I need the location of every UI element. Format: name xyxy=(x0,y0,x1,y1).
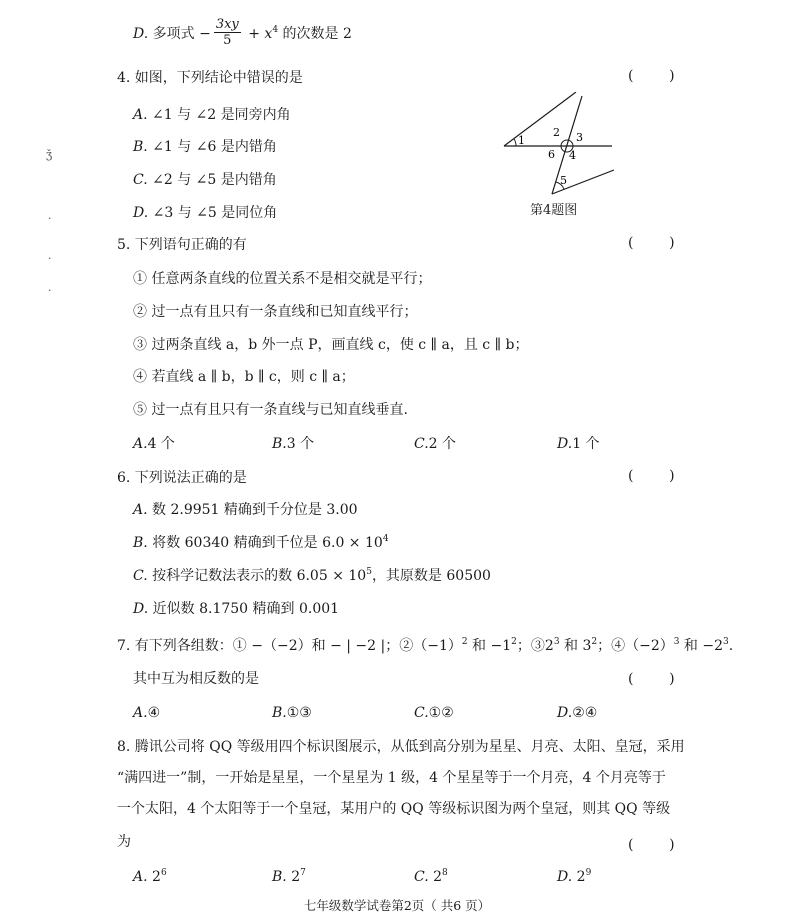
option-label: D. xyxy=(557,869,573,885)
line-transversal xyxy=(552,96,582,194)
option-label: B. xyxy=(272,705,287,721)
option-text: 3 个 xyxy=(286,436,315,452)
q4-option-b xyxy=(133,137,277,157)
angle-label-4: 4 xyxy=(569,149,576,162)
exponent: 2 xyxy=(591,637,598,647)
fraction-numerator: 3xy xyxy=(215,16,239,32)
option-label: C. xyxy=(414,436,429,452)
q5-stem: 5. 下列语句正确的有 xyxy=(117,237,247,253)
q4-option-d xyxy=(133,203,277,223)
stem-part: 和 −1 xyxy=(467,638,512,654)
q5-answer-paren: ( ) xyxy=(628,235,675,251)
option-label: B. xyxy=(272,436,287,452)
option-label: C. xyxy=(414,869,429,885)
option-label: C. xyxy=(133,172,148,188)
option-text: ①③ xyxy=(286,705,312,721)
q3-option-d xyxy=(133,16,352,52)
q6-stem: 6. 下列说法正确的是 xyxy=(117,470,247,486)
option-base: 2 xyxy=(152,869,161,885)
x-exponent: 4 xyxy=(272,25,279,35)
angle-label-2: 2 xyxy=(553,126,560,139)
option-text: ①② xyxy=(428,705,454,721)
stem-part: . xyxy=(728,638,734,654)
stem-part: ；④（−2） xyxy=(597,638,674,654)
option-label: D. xyxy=(133,205,149,221)
q8-line-4: 为 xyxy=(117,834,131,850)
q7-option-d xyxy=(557,703,597,723)
page-footer: 七年级数学试卷第2页（ 共6 页） xyxy=(303,898,491,913)
angle-label-3: 3 xyxy=(576,131,583,144)
option-base: 2 xyxy=(291,869,301,885)
q5-option-d xyxy=(557,434,600,454)
stem-part: 和 −2 xyxy=(679,638,724,654)
angle-label-6: 6 xyxy=(548,148,555,161)
q7-stem-line2: 其中互为相反数的是 xyxy=(133,671,259,687)
option-label: D. xyxy=(133,26,149,42)
option-text: ④ xyxy=(147,705,161,721)
q4-figure xyxy=(500,92,620,202)
stem-part: 7. 有下列各组数：① −（−2）和 − | −2 |；②（−1） xyxy=(117,638,462,654)
q5-statement-5: ⑤ 过一点有且只有一条直线与已知直线垂直. xyxy=(133,402,408,418)
option-base: 2 xyxy=(576,869,586,885)
option-text: 近似数 8.1750 精确到 0.001 xyxy=(152,601,340,617)
option-label: B. xyxy=(133,535,148,551)
option-text-after: ，其原数是 60500 xyxy=(371,568,491,584)
option-text: ∠3 与 ∠5 是同位角 xyxy=(152,205,278,221)
q6-option-c xyxy=(133,566,491,586)
exponent: 3 xyxy=(553,637,560,647)
option-label: D. xyxy=(557,436,573,452)
exponent: 4 xyxy=(382,534,389,544)
q5-option-c xyxy=(414,434,456,454)
q7-option-c xyxy=(414,703,454,723)
option-text: 按科学记数法表示的数 6.05 × 10 xyxy=(152,568,367,584)
option-text: 数 2.9951 精确到千分位是 3.00 xyxy=(152,502,358,518)
exponent: 7 xyxy=(300,868,306,878)
minus-sign: − xyxy=(199,26,211,42)
angle-arc-1 xyxy=(514,139,516,146)
q7-option-b xyxy=(272,703,312,723)
q7-stem xyxy=(117,636,733,656)
stem-part: ；③2 xyxy=(516,638,554,654)
q4-option-c xyxy=(133,170,277,190)
q4-stem: 4. 如图，下列结论中错误的是 xyxy=(117,70,303,86)
option-text: 将数 60340 精确到千位是 6.0 × 10 xyxy=(152,535,383,551)
exponent: 3 xyxy=(673,637,680,647)
q6-option-b xyxy=(133,533,389,553)
option-text: ∠2 与 ∠5 是内错角 xyxy=(152,172,277,188)
option-label: D. xyxy=(133,601,149,617)
q5-statement-1: ① 任意两条直线的位置关系不是相交就是平行； xyxy=(133,271,432,287)
option-label: A. xyxy=(133,436,148,452)
option-label: C. xyxy=(133,568,148,584)
fraction xyxy=(214,17,241,48)
q5-statement-3: ③ 过两条直线 a，b 外一点 P，画直线 c，使 c ∥ a，且 c ∥ b； xyxy=(133,337,529,353)
option-label: B. xyxy=(133,139,148,155)
q6-option-a xyxy=(133,500,358,520)
option-text: 2 个 xyxy=(428,436,457,452)
fraction-denominator: 5 xyxy=(223,32,232,48)
line-upper-diagonal xyxy=(504,92,576,146)
option-text: ②④ xyxy=(572,705,598,721)
option-text-suffix: 的次数是 2 xyxy=(282,26,352,42)
scan-speck: ǯ xyxy=(46,148,53,161)
q8-answer-paren: ( ) xyxy=(628,837,675,853)
option-label: D. xyxy=(557,705,573,721)
exponent: 9 xyxy=(585,868,592,878)
option-text: 1 个 xyxy=(572,436,600,452)
option-label: A. xyxy=(133,869,148,885)
option-base: 2 xyxy=(433,869,443,885)
option-label: B. xyxy=(272,869,287,885)
exponent: 8 xyxy=(442,868,448,878)
q5-option-a xyxy=(133,434,175,454)
exponent: 5 xyxy=(366,567,372,577)
angle-label-5: 5 xyxy=(560,174,567,187)
scan-speck: · xyxy=(48,284,52,297)
q5-statement-4: ④ 若直线 a ∥ b，b ∥ c，则 c ∥ a； xyxy=(133,369,355,385)
q4-answer-paren: ( ) xyxy=(628,68,675,84)
option-text: 4 个 xyxy=(147,436,175,452)
option-text-prefix: 多项式 xyxy=(152,26,195,42)
q7-answer-paren: ( ) xyxy=(628,671,675,687)
q8-option-a xyxy=(133,867,167,887)
exponent: 6 xyxy=(160,868,167,878)
q6-answer-paren: ( ) xyxy=(628,468,675,484)
option-label: A. xyxy=(133,705,148,721)
q8-line-3: 一个太阳，4 个太阳等于一个皇冠，某用户的 QQ 等级标识图为两个皇冠，则其 QQ 等级 xyxy=(117,801,671,817)
q8-line-1: 8. 腾讯公司将 QQ 等级用四个标识图展示，从低到高分别为星星、月亮、太阳、皇冠，采用 xyxy=(117,739,685,755)
q8-option-b xyxy=(272,867,306,887)
angle-label-1: 1 xyxy=(518,134,525,147)
scan-speck: · xyxy=(48,252,52,265)
q7-option-a xyxy=(133,703,160,723)
option-text: ∠1 与 ∠6 是内错角 xyxy=(152,139,277,155)
q8-option-c xyxy=(414,867,448,887)
exponent: 2 xyxy=(461,637,468,647)
q8-line-2: “满四进一”制，一开始是星星，一个星星为 1 级，4 个星星等于一个月亮，4 个月亮等于 xyxy=(117,770,666,786)
exponent: 3 xyxy=(723,637,729,647)
q4-option-a xyxy=(133,105,291,125)
q5-option-b xyxy=(272,434,314,454)
q5-statement-2: ② 过一点有且只有一条直线和已知直线平行； xyxy=(133,304,418,320)
plus-x: + x xyxy=(248,26,273,42)
option-label: A. xyxy=(133,502,148,518)
option-text: ∠1 与 ∠2 是同旁内角 xyxy=(152,107,291,123)
exponent: 2 xyxy=(511,637,517,647)
q4-figure-caption: 第4题图 xyxy=(530,203,578,218)
q8-option-d xyxy=(557,867,591,887)
stem-part: 和 3 xyxy=(559,638,592,654)
scan-speck: · xyxy=(48,212,52,225)
option-label: A. xyxy=(133,107,148,123)
q6-option-d xyxy=(133,599,339,619)
option-label: C. xyxy=(414,705,429,721)
